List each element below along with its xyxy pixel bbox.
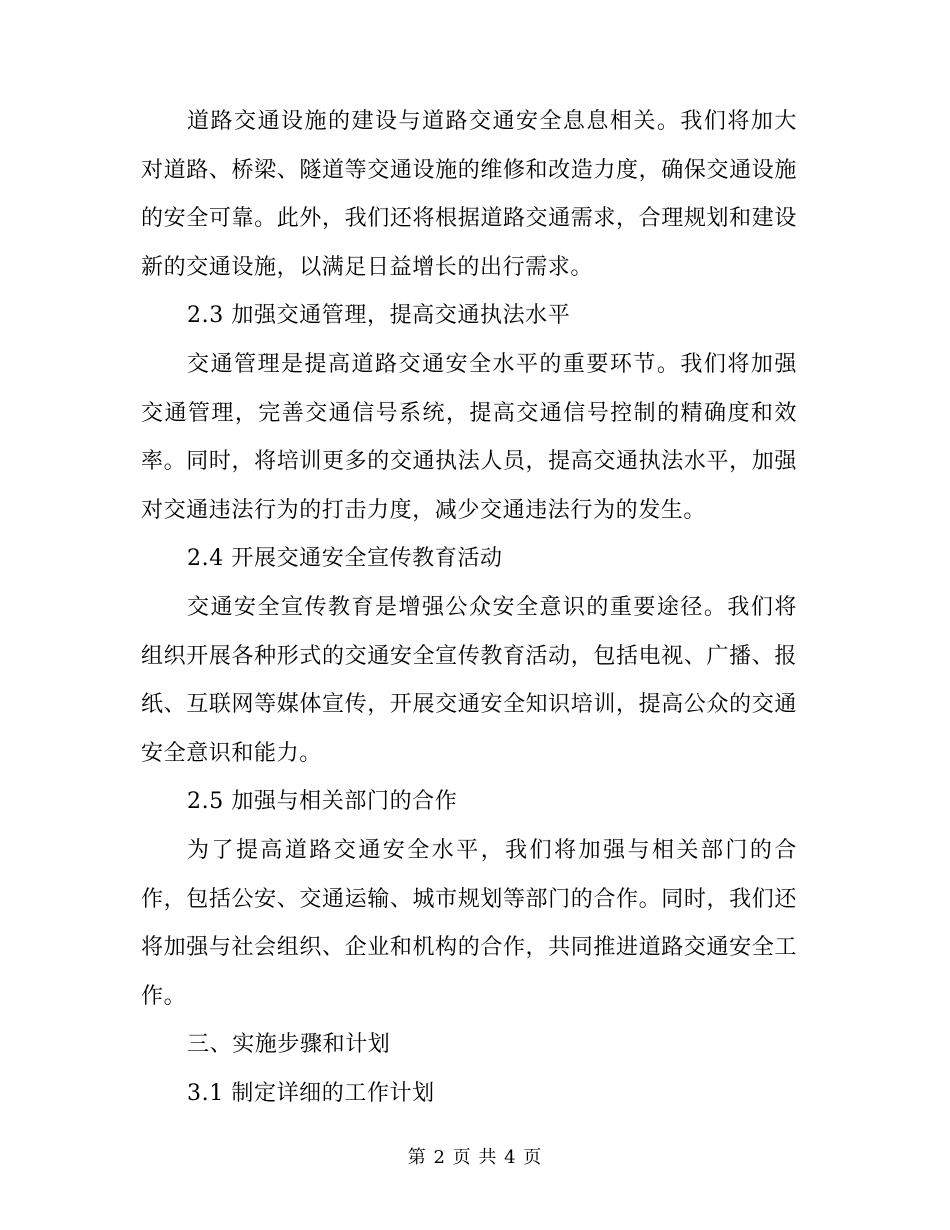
paragraph-cooperation: 为了提高道路交通安全水平，我们将加强与相关部门的合作，包括公安、交通运输、城市规划等部门的合作。同时，我们还将加强与社会组织、企业和机构的合作，共同推进道路交通安全工作。 xyxy=(141,837,797,1009)
paragraph-safety-education: 交通安全宣传教育是增强公众安全意识的重要途径。我们将组织开展各种形式的交通安全宣传教育活动，包括电视、广播、报纸、互联网等媒体宣传，开展交通安全知识培训，提高公众的交通安全意识和能力。 xyxy=(141,594,797,766)
section-heading-3-1: 3.1 制定详细的工作计划 xyxy=(187,1080,435,1106)
section-heading-2-5: 2.5 加强与相关部门的合作 xyxy=(187,789,458,815)
section-heading-3: 三、实施步骤和计划 xyxy=(187,1032,391,1058)
section-heading-2-4: 2.4 开展交通安全宣传教育活动 xyxy=(187,546,503,572)
document-body xyxy=(141,98,797,1118)
paragraph-facilities: 道路交通设施的建设与道路交通安全息息相关。我们将加大对道路、桥梁、隧道等交通设施的维修和改造力度，确保交通设施的安全可靠。此外，我们还将根据道路交通需求，合理规划和建设新的交通设施，以满足日益增长的出行需求。 xyxy=(141,109,797,280)
section-heading-2-3: 2.3 加强交通管理，提高交通执法水平 xyxy=(187,303,571,329)
paragraph-traffic-management: 交通管理是提高道路交通安全水平的重要环节。我们将加强交通管理，完善交通信号系统，提高交通信号控制的精确度和效率。同时，将培训更多的交通执法人员，提高交通执法水平，加强对交通违法行为的打击力度，减少交通违法行为的发生。 xyxy=(141,351,797,523)
page-number-footer: 第 2 页 共 4 页 xyxy=(407,1147,543,1168)
